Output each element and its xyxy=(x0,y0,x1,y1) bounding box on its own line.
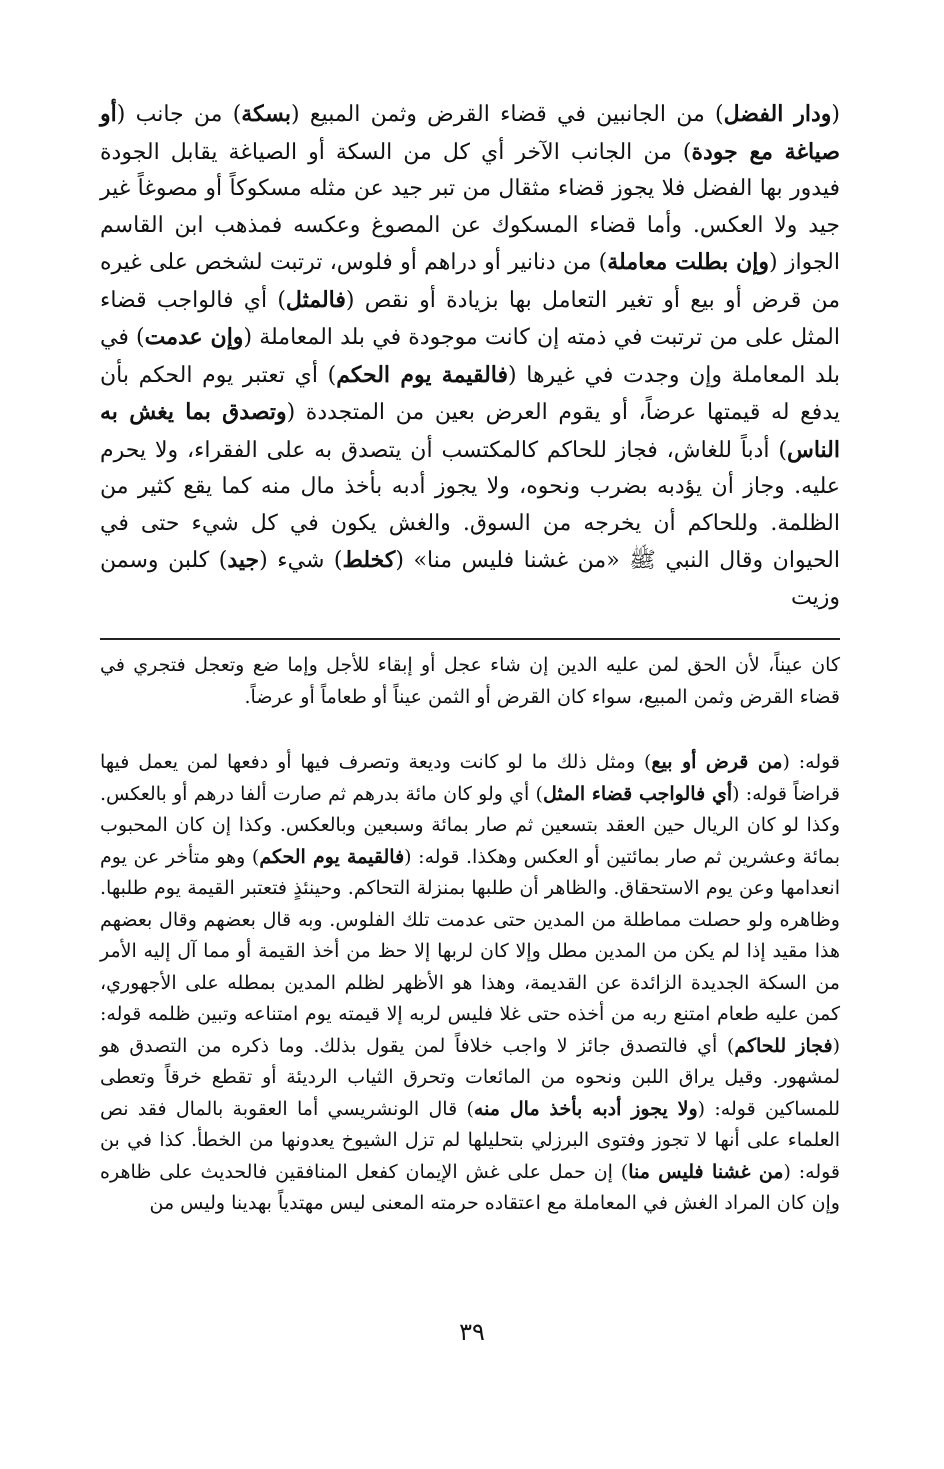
main-text-segment: ) من جانب ( xyxy=(116,102,242,127)
main-text-segment: ) من الجانب الآخر أي كل من السكة أو الصياغة يقابل الجودة فيدور بها الفضل فلا يجوز قضاء مثقال من تبر جيد عن مثله مسكوكاً أو مصوغاً غير جيد ولا العكس. وأما قضاء المسكوك عن المصوغ وعكسه فمذهب ابن القاسم الجواز ( xyxy=(100,139,840,275)
quoted-term: من غشنا فليس منا xyxy=(628,1160,784,1183)
main-text-segment: ( xyxy=(831,102,841,127)
page-body xyxy=(100,96,840,1220)
commentary-segment: قوله: ( xyxy=(782,751,841,773)
matn-term: كخلط xyxy=(342,547,396,573)
quoted-term: فالقيمة يوم الحكم xyxy=(259,845,405,868)
matn-term: وتصدق بما يغش به الناس xyxy=(100,399,840,463)
quoted-term: من قرض أو بيع xyxy=(651,751,783,773)
commentary-text xyxy=(100,747,840,1220)
main-text-segment: ) من دنانير أو دراهم أو فلوس، ترتبت لشخص على غيره من قرض أو بيع أو تغير التعامل بها بزيادة أو نقص ( xyxy=(100,250,840,313)
matn-term: وإن بطلت معاملة xyxy=(607,249,770,275)
quoted-term: ولا يجوز أدبه بأخذ مال منه xyxy=(473,1097,698,1120)
commentary-segment: ) أي ولو كان مائة بدرهم ثم صارت ألفا درهم أو بالعكس. وكذا لو كان الريال حين العقد بتسعين ثم صار بمائة وسبعين وبالعكس. وكذا إن كان المحبوب بمائة وعشرين ثم صار بمائتين أو العكس وهكذا. قوله: ( xyxy=(100,782,840,868)
commentary-segment: ) أي فالتصدق جائز لا واجب خلافاً لمن يقول بذلك. وما ذكره من التصدق هو لمشهور. وقيل يراق اللبن ونحوه من المائعات وتحرق الثياب الرديئة أو تقطع خرقاً وتعطى للمساكين قوله: ( xyxy=(100,1034,840,1120)
matn-term: بسكة xyxy=(241,101,291,127)
matn-term: أو صياغة مع جودة xyxy=(100,101,840,165)
main-text-segment: ) أدباً للغاش، فجاز للحاكم كالمكتسب أن يتصدق به على الفقراء، ولا يحرم عليه. وجاز أن يؤدبه بضرب ونحوه، ولا يجوز أدبه بأخذ مال منه كما يقع كثير من الظلمة. وللحاكم أن يخرجه من السوق. والغش يكون في كل شيء حتى في الحيوان وقال النبي ﷺ «من غشنا فليس منا» ( xyxy=(100,437,841,573)
quoted-term: فجاز للحاكم xyxy=(734,1034,833,1057)
quoted-term: أي فالواجب قضاء المثل xyxy=(542,782,733,805)
page-number: ٣٩ xyxy=(459,1318,485,1346)
main-text-segment: ) شيء ( xyxy=(259,548,343,573)
matn-term: فالمثل xyxy=(285,286,346,313)
footnote-text: كان عيناً، لأن الحق لمن عليه الدين إن شاء عجل أو إبقاء للأجل وإما ضع وتعجل فتجري في قضاء القرض وثمن المبيع، سواء كان القرض أو الثمن عيناً أو طعاماً أو عرضاً. xyxy=(100,654,840,708)
main-text-segment: ) كلبن وسمن وزيت xyxy=(100,548,840,610)
main-text-segment: ) من الجانبين في قضاء القرض وثمن المبيع ( xyxy=(291,102,724,127)
commentary-segment: ) إن حمل على غش الإيمان كفعل المنافقين فالحديث على ظاهره وإن كان المراد الغش في المعاملة مع اعتقاده حرمته المعنى ليس مهتدياً بهدينا وليس من xyxy=(100,1160,840,1214)
commentary-segment: ) قال الونشريسي أما العقوبة بالمال فقد نص العلماء على أنها لا تجوز وفتوى البرزلي بتحليلها لم تزل الشيوخ يعدونها من الخطأ. كذا في بن قوله: ( xyxy=(100,1097,841,1183)
footnote-divider xyxy=(100,638,840,640)
main-text-segment: ) أي تعتبر يوم الحكم بأن يدفع له قيمتها عرضاً، أو يقوم العرض بعين من المتجددة ( xyxy=(100,362,840,425)
main-text-segment: ) في بلد المعاملة وإن وجدت في غيرها ( xyxy=(100,325,840,388)
matn-term: جيد xyxy=(227,547,260,573)
commentary-segment: ) ومثل ذلك ما لو كانت وديعة وتصرف فيها أو دفعها لمن يعمل فيها قراضاً قوله: ( xyxy=(100,751,840,805)
commentary-segment: ) وهو متأخر عن يوم انعدامها وعن يوم الاستحقاق. والظاهر أن طلبها بمنزلة التحاكم. وحينئذٍ فتعتبر القيمة يوم طلبها. وظاهره ولو حصلت مماطلة من المدين حتى عدمت تلك الفلوس. وبه قال بعضهم وقال بعضهم هذا مقيد إذا لم يكن من المدين مطل وإلا كان لربها إلا حظ من أخذ القيمة أو مما آل إليه الأمر من السكة الجديدة الزائدة عن القديمة، وهذا هو الأظهر لظلم المدين بمطله على الأجهوري، كمن عليه طعام امتنع ربه من أخذه حتى غلا فليس لربه إلا قيمته يوم امتناعه وتبين ظلمه قوله: ( xyxy=(100,845,841,1057)
matn-term: ودار الفضل xyxy=(723,101,832,127)
main-text xyxy=(100,96,840,616)
main-text-segment: ) أي فالواجب قضاء المثل على من ترتبت في ذمته إن كانت موجودة في بلد المعاملة ( xyxy=(100,287,840,350)
matn-term: وإن عدمت xyxy=(144,324,244,350)
matn-term: فالقيمة يوم الحكم xyxy=(336,361,508,388)
